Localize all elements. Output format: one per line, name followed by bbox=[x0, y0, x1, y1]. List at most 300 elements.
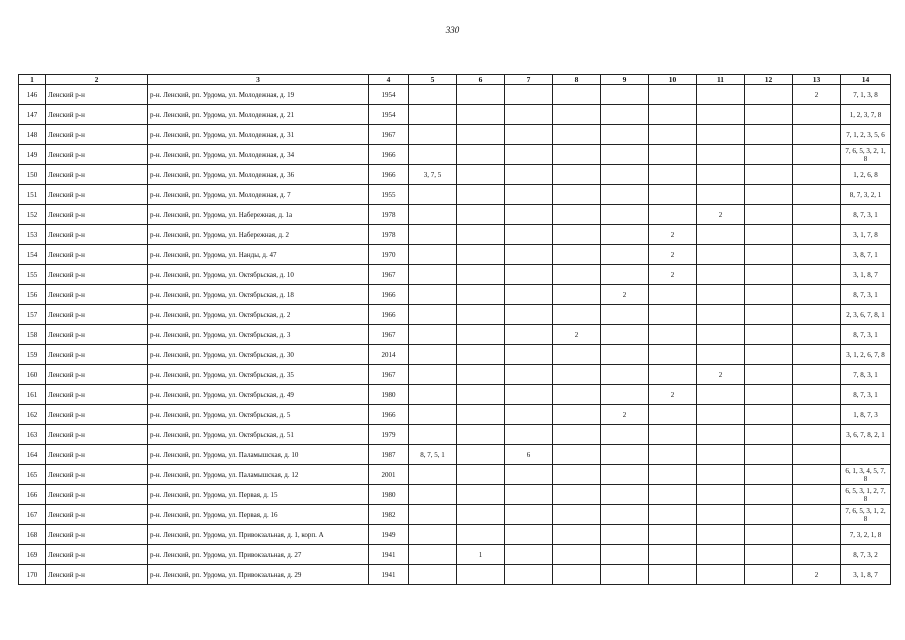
table-cell-col-6 bbox=[457, 425, 505, 445]
table-cell-col-3: р-н. Ленский, рп. Урдома, ул. Привокзальная, д. 29 bbox=[148, 565, 369, 585]
table-cell-col-7 bbox=[505, 165, 553, 185]
table-cell-col-10 bbox=[649, 465, 697, 485]
table-cell-col-14: 8, 7, 3, 1 bbox=[841, 385, 891, 405]
table-row bbox=[19, 245, 891, 265]
table-cell-col-3: р-н. Ленский, рп. Урдома, ул. Молодежная, д. 31 bbox=[148, 125, 369, 145]
table-cell-col-3: р-н. Ленский, рп. Урдома, ул. Первая, д. 16 bbox=[148, 505, 369, 525]
table-cell-col-13 bbox=[793, 185, 841, 205]
table-cell-col-1: 165 bbox=[19, 465, 46, 485]
table-cell-col-2: Ленский р-н bbox=[46, 165, 148, 185]
table-cell-col-13 bbox=[793, 345, 841, 365]
table-cell-col-13: 2 bbox=[793, 565, 841, 585]
table-cell-col-9 bbox=[601, 265, 649, 285]
table-cell-col-1: 164 bbox=[19, 445, 46, 465]
table-cell-col-13 bbox=[793, 125, 841, 145]
table-cell-col-1: 163 bbox=[19, 425, 46, 445]
table-cell-col-12 bbox=[745, 385, 793, 405]
table-cell-col-4: 1966 bbox=[369, 285, 409, 305]
table-body bbox=[19, 85, 891, 585]
table-cell-col-4: 1987 bbox=[369, 445, 409, 465]
table-cell-col-3: р-н. Ленский, рп. Урдома, ул. Октябрьская, д. 3 bbox=[148, 325, 369, 345]
table-cell-col-12 bbox=[745, 205, 793, 225]
table-cell-col-7: 6 bbox=[505, 445, 553, 465]
column-header-3: 3 bbox=[148, 75, 369, 85]
table-cell-col-5 bbox=[409, 485, 457, 505]
table-cell-col-13 bbox=[793, 425, 841, 445]
table-cell-col-11 bbox=[697, 85, 745, 105]
table-cell-col-6 bbox=[457, 265, 505, 285]
table-row bbox=[19, 545, 891, 565]
table-cell-col-8 bbox=[553, 125, 601, 145]
table-row bbox=[19, 385, 891, 405]
table-cell-col-9 bbox=[601, 545, 649, 565]
table-cell-col-8: 2 bbox=[553, 325, 601, 345]
table-cell-col-9 bbox=[601, 445, 649, 465]
table-cell-col-7 bbox=[505, 225, 553, 245]
table-cell-col-11 bbox=[697, 105, 745, 125]
table-cell-col-3: р-н. Ленский, рп. Урдома, ул. Молодежная, д. 21 bbox=[148, 105, 369, 125]
table-cell-col-10 bbox=[649, 285, 697, 305]
table-cell-col-2: Ленский р-н bbox=[46, 525, 148, 545]
table-cell-col-1: 170 bbox=[19, 565, 46, 585]
table-cell-col-11 bbox=[697, 185, 745, 205]
table-cell-col-3: р-н. Ленский, рп. Урдома, ул. Октябрьская, д. 5 bbox=[148, 405, 369, 425]
table-cell-col-4: 1941 bbox=[369, 545, 409, 565]
table-cell-col-14: 8, 7, 3, 1 bbox=[841, 205, 891, 225]
table-cell-col-12 bbox=[745, 125, 793, 145]
table-cell-col-14: 7, 8, 3, 1 bbox=[841, 365, 891, 385]
table-row bbox=[19, 145, 891, 165]
column-header-1: 1 bbox=[19, 75, 46, 85]
table-cell-col-6 bbox=[457, 565, 505, 585]
table-cell-col-6 bbox=[457, 305, 505, 325]
table-cell-col-1: 149 bbox=[19, 145, 46, 165]
table-cell-col-13 bbox=[793, 365, 841, 385]
table-cell-col-5 bbox=[409, 145, 457, 165]
table-cell-col-6: 1 bbox=[457, 545, 505, 565]
table-cell-col-2: Ленский р-н bbox=[46, 425, 148, 445]
table-cell-col-4: 1949 bbox=[369, 525, 409, 545]
table-cell-col-13 bbox=[793, 245, 841, 265]
table-cell-col-14: 3, 6, 7, 8, 2, 1 bbox=[841, 425, 891, 445]
table-cell-col-7 bbox=[505, 525, 553, 545]
table-cell-col-11 bbox=[697, 405, 745, 425]
table-cell-col-6 bbox=[457, 145, 505, 165]
table-cell-col-8 bbox=[553, 225, 601, 245]
table-cell-col-9 bbox=[601, 165, 649, 185]
table-cell-col-7 bbox=[505, 485, 553, 505]
table-cell-col-2: Ленский р-н bbox=[46, 345, 148, 365]
table-cell-col-3: р-н. Ленский, рп. Урдома, ул. Молодежная, д. 34 bbox=[148, 145, 369, 165]
table-cell-col-2: Ленский р-н bbox=[46, 405, 148, 425]
table-cell-col-1: 146 bbox=[19, 85, 46, 105]
table-cell-col-2: Ленский р-н bbox=[46, 445, 148, 465]
table-cell-col-11: 2 bbox=[697, 365, 745, 385]
table-row bbox=[19, 225, 891, 245]
table-cell-col-1: 155 bbox=[19, 265, 46, 285]
table-cell-col-1: 148 bbox=[19, 125, 46, 145]
table-cell-col-9 bbox=[601, 365, 649, 385]
table-cell-col-4: 1970 bbox=[369, 245, 409, 265]
table-cell-col-12 bbox=[745, 325, 793, 345]
table-cell-col-11 bbox=[697, 345, 745, 365]
table-cell-col-3: р-н. Ленский, рп. Урдома, ул. Нанды, д. 47 bbox=[148, 245, 369, 265]
table-row bbox=[19, 505, 891, 525]
table-cell-col-12 bbox=[745, 85, 793, 105]
table-cell-col-1: 158 bbox=[19, 325, 46, 345]
table-cell-col-10 bbox=[649, 565, 697, 585]
table-cell-col-3: р-н. Ленский, рп. Урдома, ул. Молодежная, д. 36 bbox=[148, 165, 369, 185]
table-cell-col-6 bbox=[457, 365, 505, 385]
table-cell-col-14: 8, 7, 3, 1 bbox=[841, 325, 891, 345]
table-cell-col-13 bbox=[793, 485, 841, 505]
table-cell-col-13 bbox=[793, 325, 841, 345]
table-cell-col-9 bbox=[601, 505, 649, 525]
table-cell-col-8 bbox=[553, 365, 601, 385]
table-cell-col-14: 1, 8, 7, 3 bbox=[841, 405, 891, 425]
table-cell-col-9: 2 bbox=[601, 405, 649, 425]
table-cell-col-8 bbox=[553, 305, 601, 325]
table-cell-col-13 bbox=[793, 525, 841, 545]
table-cell-col-14: 8, 7, 3, 2, 1 bbox=[841, 185, 891, 205]
table-cell-col-7 bbox=[505, 385, 553, 405]
table-cell-col-11 bbox=[697, 445, 745, 465]
table-cell-col-10 bbox=[649, 365, 697, 385]
table-cell-col-5 bbox=[409, 345, 457, 365]
column-header-6: 6 bbox=[457, 75, 505, 85]
column-header-2: 2 bbox=[46, 75, 148, 85]
table-cell-col-5 bbox=[409, 225, 457, 245]
table-cell-col-2: Ленский р-н bbox=[46, 225, 148, 245]
table-row bbox=[19, 185, 891, 205]
table-cell-col-13 bbox=[793, 405, 841, 425]
table-cell-col-13 bbox=[793, 445, 841, 465]
table-cell-col-14: 8, 7, 3, 1 bbox=[841, 285, 891, 305]
table-cell-col-13 bbox=[793, 265, 841, 285]
table-cell-col-4: 1966 bbox=[369, 405, 409, 425]
table-cell-col-11 bbox=[697, 325, 745, 345]
table-cell-col-5 bbox=[409, 105, 457, 125]
table-cell-col-5 bbox=[409, 425, 457, 445]
table-cell-col-5 bbox=[409, 325, 457, 345]
table-cell-col-6 bbox=[457, 465, 505, 485]
table-cell-col-7 bbox=[505, 105, 553, 125]
table-cell-col-4: 1967 bbox=[369, 325, 409, 345]
table-cell-col-7 bbox=[505, 125, 553, 145]
table-cell-col-6 bbox=[457, 445, 505, 465]
table-cell-col-13 bbox=[793, 285, 841, 305]
table-cell-col-12 bbox=[745, 365, 793, 385]
column-header-10: 10 bbox=[649, 75, 697, 85]
table-cell-col-13 bbox=[793, 385, 841, 405]
table-cell-col-7 bbox=[505, 285, 553, 305]
table-cell-col-10: 2 bbox=[649, 385, 697, 405]
table-cell-col-1: 159 bbox=[19, 345, 46, 365]
table-cell-col-11 bbox=[697, 485, 745, 505]
table-cell-col-3: р-н. Ленский, рп. Урдома, ул. Молодежная, д. 19 bbox=[148, 85, 369, 105]
table-cell-col-4: 1978 bbox=[369, 225, 409, 245]
table-cell-col-5 bbox=[409, 565, 457, 585]
table-cell-col-12 bbox=[745, 425, 793, 445]
table-cell-col-12 bbox=[745, 445, 793, 465]
table-cell-col-14: 3, 8, 7, 1 bbox=[841, 245, 891, 265]
table-cell-col-1: 152 bbox=[19, 205, 46, 225]
table-row bbox=[19, 365, 891, 385]
table-cell-col-3: р-н. Ленский, рп. Урдома, ул. Октябрьская, д. 30 bbox=[148, 345, 369, 365]
table-cell-col-4: 1955 bbox=[369, 185, 409, 205]
column-header-4: 4 bbox=[369, 75, 409, 85]
table-cell-col-9 bbox=[601, 345, 649, 365]
table-cell-col-1: 156 bbox=[19, 285, 46, 305]
table-cell-col-6 bbox=[457, 125, 505, 145]
table-cell-col-1: 168 bbox=[19, 525, 46, 545]
table-cell-col-7 bbox=[505, 505, 553, 525]
table-cell-col-7 bbox=[505, 265, 553, 285]
table-cell-col-12 bbox=[745, 545, 793, 565]
table-cell-col-2: Ленский р-н bbox=[46, 185, 148, 205]
table-cell-col-6 bbox=[457, 505, 505, 525]
table-cell-col-14: 7, 6, 5, 3, 1, 2, 8 bbox=[841, 505, 891, 525]
table-cell-col-11 bbox=[697, 505, 745, 525]
table-cell-col-2: Ленский р-н bbox=[46, 245, 148, 265]
table-cell-col-14: 7, 3, 2, 1, 8 bbox=[841, 525, 891, 545]
table-row bbox=[19, 85, 891, 105]
table-row bbox=[19, 285, 891, 305]
table-cell-col-10 bbox=[649, 405, 697, 425]
table-cell-col-11 bbox=[697, 225, 745, 245]
table-cell-col-1: 147 bbox=[19, 105, 46, 125]
table-cell-col-4: 1980 bbox=[369, 385, 409, 405]
table-cell-col-14: 7, 1, 2, 3, 5, 6 bbox=[841, 125, 891, 145]
table-cell-col-3: р-н. Ленский, рп. Урдома, ул. Привокзальная, д. 27 bbox=[148, 545, 369, 565]
table-row bbox=[19, 125, 891, 145]
table-cell-col-8 bbox=[553, 465, 601, 485]
table-cell-col-9 bbox=[601, 225, 649, 245]
table-cell-col-6 bbox=[457, 245, 505, 265]
table-cell-col-6 bbox=[457, 285, 505, 305]
table-cell-col-2: Ленский р-н bbox=[46, 385, 148, 405]
column-header-13: 13 bbox=[793, 75, 841, 85]
table-cell-col-14: 6, 1, 3, 4, 5, 7, 8 bbox=[841, 465, 891, 485]
table-cell-col-2: Ленский р-н bbox=[46, 305, 148, 325]
table-cell-col-5 bbox=[409, 545, 457, 565]
column-header-14: 14 bbox=[841, 75, 891, 85]
table-cell-col-3: р-н. Ленский, рп. Урдома, ул. Октябрьская, д. 49 bbox=[148, 385, 369, 405]
table-cell-col-8 bbox=[553, 145, 601, 165]
table-cell-col-3: р-н. Ленский, рп. Урдома, ул. Набережная, д. 1а bbox=[148, 205, 369, 225]
table-row bbox=[19, 205, 891, 225]
table-row bbox=[19, 465, 891, 485]
table-cell-col-3: р-н. Ленский, рп. Урдома, ул. Молодежная, д. 7 bbox=[148, 185, 369, 205]
table-cell-col-11 bbox=[697, 545, 745, 565]
table-cell-col-7 bbox=[505, 565, 553, 585]
table-cell-col-7 bbox=[505, 465, 553, 485]
table-cell-col-12 bbox=[745, 285, 793, 305]
table-cell-col-9 bbox=[601, 325, 649, 345]
table-cell-col-8 bbox=[553, 505, 601, 525]
table-cell-col-11 bbox=[697, 525, 745, 545]
table-cell-col-9 bbox=[601, 425, 649, 445]
table-cell-col-7 bbox=[505, 365, 553, 385]
table-cell-col-10 bbox=[649, 205, 697, 225]
table-cell-col-9 bbox=[601, 205, 649, 225]
table-cell-col-10 bbox=[649, 305, 697, 325]
table-cell-col-2: Ленский р-н bbox=[46, 145, 148, 165]
table-cell-col-9 bbox=[601, 525, 649, 545]
table-cell-col-6 bbox=[457, 205, 505, 225]
table-cell-col-3: р-н. Ленский, рп. Урдома, ул. Октябрьская, д. 2 bbox=[148, 305, 369, 325]
table-cell-col-13: 2 bbox=[793, 85, 841, 105]
table-cell-col-5: 8, 7, 5, 1 bbox=[409, 445, 457, 465]
page-number: 330 bbox=[445, 25, 460, 35]
table-cell-col-2: Ленский р-н bbox=[46, 545, 148, 565]
table-cell-col-7 bbox=[505, 545, 553, 565]
table-cell-col-8 bbox=[553, 405, 601, 425]
table-cell-col-7 bbox=[505, 85, 553, 105]
table-row bbox=[19, 405, 891, 425]
table-cell-col-4: 1967 bbox=[369, 365, 409, 385]
table-cell-col-14: 3, 1, 7, 8 bbox=[841, 225, 891, 245]
table-cell-col-5 bbox=[409, 185, 457, 205]
table-cell-col-4: 1941 bbox=[369, 565, 409, 585]
table-cell-col-9 bbox=[601, 85, 649, 105]
column-header-5: 5 bbox=[409, 75, 457, 85]
table-cell-col-11 bbox=[697, 425, 745, 445]
table-cell-col-4: 1967 bbox=[369, 265, 409, 285]
table-cell-col-8 bbox=[553, 345, 601, 365]
table-cell-col-10 bbox=[649, 445, 697, 465]
table-cell-col-6 bbox=[457, 345, 505, 365]
table-row bbox=[19, 485, 891, 505]
table-cell-col-13 bbox=[793, 205, 841, 225]
table-cell-col-1: 166 bbox=[19, 485, 46, 505]
table-cell-col-5 bbox=[409, 365, 457, 385]
table-cell-col-13 bbox=[793, 105, 841, 125]
table-cell-col-14: 3, 1, 2, 6, 7, 8 bbox=[841, 345, 891, 365]
table-cell-col-5 bbox=[409, 525, 457, 545]
column-header-12: 12 bbox=[745, 75, 793, 85]
table-cell-col-4: 1967 bbox=[369, 125, 409, 145]
table-cell-col-7 bbox=[505, 245, 553, 265]
table-cell-col-10 bbox=[649, 105, 697, 125]
table-cell-col-7 bbox=[505, 305, 553, 325]
table-cell-col-13 bbox=[793, 465, 841, 485]
table-cell-col-4: 1966 bbox=[369, 165, 409, 185]
table-cell-col-13 bbox=[793, 505, 841, 525]
table-row bbox=[19, 525, 891, 545]
table-cell-col-12 bbox=[745, 245, 793, 265]
table-cell-col-14: 8, 7, 3, 2 bbox=[841, 545, 891, 565]
table-cell-col-13 bbox=[793, 305, 841, 325]
table-cell-col-4: 1954 bbox=[369, 105, 409, 125]
table-cell-col-6 bbox=[457, 85, 505, 105]
table-cell-col-6 bbox=[457, 225, 505, 245]
table-cell-col-7 bbox=[505, 405, 553, 425]
table-cell-col-5 bbox=[409, 245, 457, 265]
table-cell-col-12 bbox=[745, 305, 793, 325]
column-header-8: 8 bbox=[553, 75, 601, 85]
table-cell-col-9 bbox=[601, 245, 649, 265]
table-cell-col-3: р-н. Ленский, рп. Урдома, ул. Паламышская, д. 10 bbox=[148, 445, 369, 465]
table-cell-col-1: 160 bbox=[19, 365, 46, 385]
table-cell-col-3: р-н. Ленский, рп. Урдома, ул. Октябрьская, д. 35 bbox=[148, 365, 369, 385]
table-cell-col-8 bbox=[553, 205, 601, 225]
table-cell-col-8 bbox=[553, 565, 601, 585]
table-cell-col-4: 1966 bbox=[369, 145, 409, 165]
table-cell-col-4: 1954 bbox=[369, 85, 409, 105]
table-cell-col-7 bbox=[505, 425, 553, 445]
table-cell-col-13 bbox=[793, 545, 841, 565]
table-cell-col-10 bbox=[649, 525, 697, 545]
table-cell-col-12 bbox=[745, 265, 793, 285]
table-cell-col-10 bbox=[649, 85, 697, 105]
table-cell-col-3: р-н. Ленский, рп. Урдома, ул. Первая, д. 15 bbox=[148, 485, 369, 505]
table-cell-col-3: р-н. Ленский, рп. Урдома, ул. Набережная, д. 2 bbox=[148, 225, 369, 245]
table-cell-col-14: 6, 5, 3, 1, 2, 7, 8 bbox=[841, 485, 891, 505]
table-cell-col-12 bbox=[745, 185, 793, 205]
table-cell-col-8 bbox=[553, 445, 601, 465]
column-header-11: 11 bbox=[697, 75, 745, 85]
table-cell-col-5 bbox=[409, 265, 457, 285]
table-cell-col-5 bbox=[409, 85, 457, 105]
table-cell-col-10: 2 bbox=[649, 265, 697, 285]
table-cell-col-1: 169 bbox=[19, 545, 46, 565]
table-cell-col-11 bbox=[697, 165, 745, 185]
table-cell-col-5 bbox=[409, 125, 457, 145]
table-row bbox=[19, 565, 891, 585]
table-cell-col-4: 1978 bbox=[369, 205, 409, 225]
table-cell-col-13 bbox=[793, 145, 841, 165]
table-cell-col-10 bbox=[649, 325, 697, 345]
table-cell-col-1: 151 bbox=[19, 185, 46, 205]
table-cell-col-12 bbox=[745, 565, 793, 585]
table-cell-col-2: Ленский р-н bbox=[46, 125, 148, 145]
table-cell-col-10 bbox=[649, 505, 697, 525]
table-cell-col-11 bbox=[697, 265, 745, 285]
table-cell-col-11 bbox=[697, 385, 745, 405]
table-cell-col-14: 1, 2, 3, 7, 8 bbox=[841, 105, 891, 125]
table-cell-col-8 bbox=[553, 185, 601, 205]
table-cell-col-8 bbox=[553, 285, 601, 305]
table-cell-col-6 bbox=[457, 185, 505, 205]
table-cell-col-11 bbox=[697, 285, 745, 305]
table-row bbox=[19, 425, 891, 445]
table-cell-col-10 bbox=[649, 545, 697, 565]
table-cell-col-4: 1979 bbox=[369, 425, 409, 445]
table-cell-col-10 bbox=[649, 145, 697, 165]
table-cell-col-4: 2014 bbox=[369, 345, 409, 365]
table-cell-col-10 bbox=[649, 345, 697, 365]
table-cell-col-1: 153 bbox=[19, 225, 46, 245]
table-cell-col-14: 7, 6, 5, 3, 2, 1, 8 bbox=[841, 145, 891, 165]
table-cell-col-3: р-н. Ленский, рп. Урдома, ул. Октябрьская, д. 51 bbox=[148, 425, 369, 445]
table-row bbox=[19, 305, 891, 325]
table-cell-col-12 bbox=[745, 225, 793, 245]
table-cell-col-8 bbox=[553, 165, 601, 185]
table-cell-col-2: Ленский р-н bbox=[46, 565, 148, 585]
table-cell-col-5 bbox=[409, 285, 457, 305]
table-cell-col-2: Ленский р-н bbox=[46, 285, 148, 305]
table-cell-col-12 bbox=[745, 405, 793, 425]
table-cell-col-1: 162 bbox=[19, 405, 46, 425]
table-cell-col-5 bbox=[409, 465, 457, 485]
table-cell-col-5: 3, 7, 5 bbox=[409, 165, 457, 185]
table-cell-col-11 bbox=[697, 465, 745, 485]
table-cell-col-2: Ленский р-н bbox=[46, 365, 148, 385]
table-cell-col-2: Ленский р-н bbox=[46, 325, 148, 345]
table-row bbox=[19, 345, 891, 365]
table-cell-col-6 bbox=[457, 105, 505, 125]
